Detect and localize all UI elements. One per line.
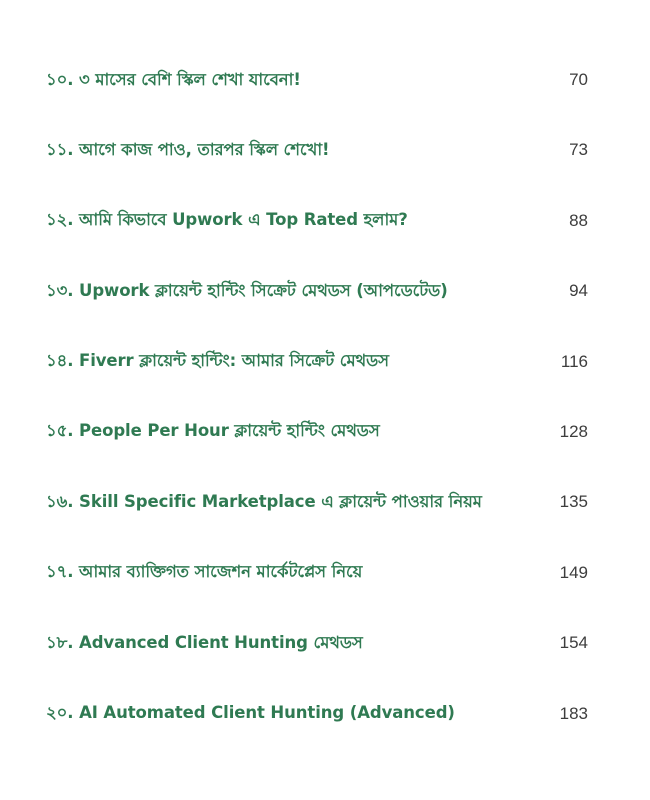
toc-entry-page-number: 135 [559, 492, 588, 512]
toc-entry-page-number: 73 [569, 140, 588, 160]
toc-entry-page-number: 149 [559, 562, 588, 582]
toc-entry-page-number: 154 [559, 633, 588, 653]
toc-entry-17[interactable] [46, 550, 588, 596]
toc-entry-title: ২০. AI Automated Client Hunting (Advanced) [46, 703, 455, 723]
toc-entry-10[interactable] [46, 57, 588, 103]
toc-entry-18[interactable] [46, 620, 588, 666]
toc-entry-11[interactable] [46, 127, 588, 173]
toc-entry-title: ১২. আমি কিভাবে Upwork এ Top Rated হলাম? [46, 210, 408, 230]
toc-entry-13[interactable] [46, 268, 588, 314]
toc-entry-page-number: 94 [569, 281, 588, 301]
toc-entry-page-number: 183 [559, 703, 588, 723]
toc-entry-20[interactable] [46, 691, 588, 737]
toc-entry-page-number: 70 [569, 70, 588, 89]
toc-entry-page-number: 116 [560, 351, 588, 371]
toc-entry-title: ১৭. আমার ব্যাক্তিগত সাজেশন মার্কেটপ্লেস নিয়ে [46, 562, 363, 582]
toc-entry-page-number: 88 [569, 210, 588, 230]
toc-entry-16[interactable] [46, 479, 588, 525]
toc-entry-title: ১৪. Fiverr ক্লায়েন্ট হান্টিং: আমার সিক্রেট মেথডস [46, 351, 389, 371]
toc-entry-15[interactable] [46, 409, 588, 455]
toc-entry-title: ১৫. People Per Hour ক্লায়েন্ট হান্টিং মেথডস [46, 421, 380, 441]
toc-entry-title: ১০. ৩ মাসের বেশি স্কিল শেখা যাবেনা! [46, 69, 301, 89]
toc-entry-14[interactable] [46, 339, 588, 385]
toc-entry-page-number: 128 [559, 421, 588, 441]
table-of-contents [46, 57, 588, 761]
toc-entry-title: ১৮. Advanced Client Hunting মেথডস [46, 632, 363, 652]
toc-entry-12[interactable] [46, 198, 588, 244]
toc-entry-title: ১১. আগে কাজ পাও, তারপর স্কিল শেখো! [46, 139, 330, 159]
toc-entry-title: ১৬. Skill Specific Marketplace এ ক্লায়েন্ট পাওয়ার নিয়ম [46, 491, 482, 511]
toc-entry-title: ১৩. Upwork ক্লায়েন্ট হান্টিং সিক্রেট মেথডস (আপডেটেড) [46, 280, 448, 300]
